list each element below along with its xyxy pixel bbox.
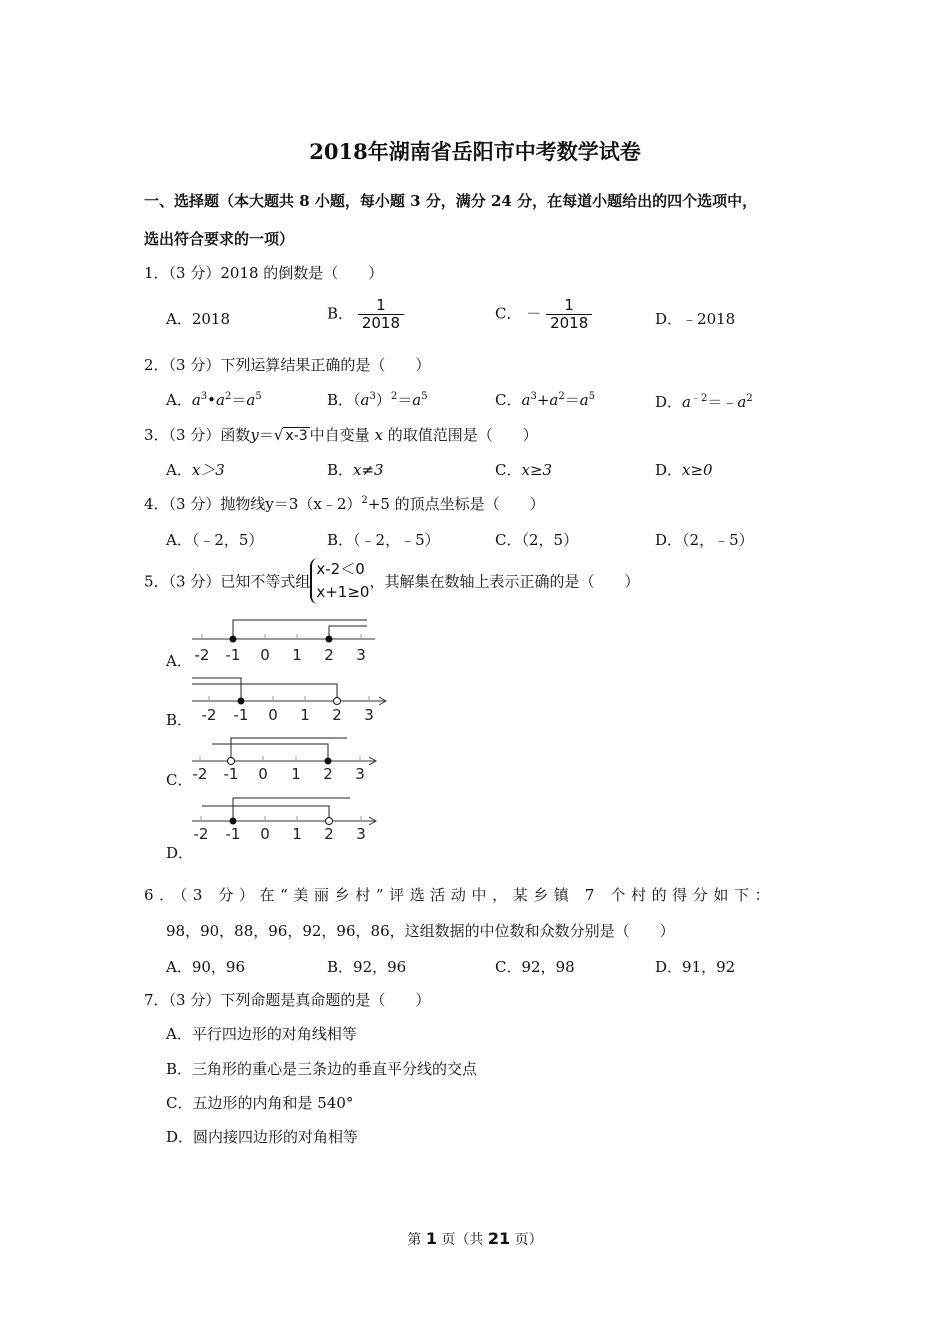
tick-label: 2 xyxy=(332,706,342,724)
q5-option-a-label: A． xyxy=(166,652,192,670)
q5-option-b-label: B． xyxy=(166,711,193,729)
tick-label: -2 xyxy=(201,706,217,724)
q3-option-c: C．x≥3 xyxy=(495,461,553,479)
q2-option-d: D．$a^{﹣2}=﹣a^2$ xyxy=(655,393,753,411)
page-footer: 第 1 页（共 21 页） xyxy=(407,1229,543,1248)
page-title: 2018年湖南省岳阳市中考数学试卷 xyxy=(309,139,641,164)
tick-label: 0 xyxy=(258,765,268,783)
tick-label: 1 xyxy=(292,646,302,664)
tick-label: 2 xyxy=(323,765,333,783)
q5-option-d-label: D． xyxy=(166,844,194,862)
number-line-d xyxy=(192,794,392,844)
q5-stem: 5．（3 分）已知不等式组 x-2＜0 x+1≥0 ，其解集在数轴上表示正确的是（ ） xyxy=(144,558,639,604)
fraction: $\frac{1}{2018}$ xyxy=(358,297,404,332)
q1-option-a: A．2018 xyxy=(166,310,231,328)
tick-label: 3 xyxy=(356,646,366,664)
q7-stem: 7．（3 分）下列命题是真命题的是（ ） xyxy=(144,991,431,1009)
q2-option-a: A．$a^3•a^2=a^5$ xyxy=(166,391,262,409)
sqrt-expression: √ x-3 xyxy=(273,426,308,444)
q3-option-b: B．x≠3 xyxy=(327,461,384,479)
tick-label: -2 xyxy=(194,646,210,664)
q1-option-b: B． $\frac{1}{2018}$ xyxy=(327,297,404,332)
q4-option-a: A．（﹣2，5） xyxy=(166,531,264,549)
q6-option-d: D．91，92 xyxy=(655,958,736,976)
q1-option-d: D．﹣2018 xyxy=(655,310,736,328)
q4-option-b: B．（﹣2，﹣5） xyxy=(327,531,440,549)
section-heading-line2: 选出符合要求的一项） xyxy=(144,230,295,248)
closed-point xyxy=(230,636,237,643)
q5-option-c-label: C． xyxy=(166,771,193,789)
tick-label: 3 xyxy=(364,706,374,724)
tick-label: 2 xyxy=(324,825,334,843)
page-number: 1 xyxy=(425,1229,437,1248)
q4-option-d: D．（2，﹣5） xyxy=(655,531,754,549)
q6-option-a: A．90，96 xyxy=(166,958,246,976)
tick-label: 0 xyxy=(260,825,270,843)
tick-label: -1 xyxy=(225,646,241,664)
q4-option-c: C．（2，5） xyxy=(495,531,579,549)
tick-label: 1 xyxy=(291,765,301,783)
fraction: $\frac{1}{2018}$ xyxy=(546,297,592,332)
q7-option-c: C．五边形的内角和是 540° xyxy=(166,1094,354,1112)
number-line-a xyxy=(192,616,392,666)
q7-option-a: A．平行四边形的对角线相等 xyxy=(166,1025,357,1043)
closed-point xyxy=(325,758,332,765)
tick-label: 2 xyxy=(324,646,334,664)
section-heading-line1: 一、选择题（本大题共 8 小题，每小题 3 分，满分 24 分，在每道小题给出的四个选项中， xyxy=(144,192,758,210)
q3-stem: 3．（3 分）函数y＝√ x-3 中自变量 x 的取值范围是（ ） xyxy=(144,426,538,444)
q4-stem: 4．（3 分）抛物线y＝3（x﹣2）$^2$+5 的顶点坐标是（ ） xyxy=(144,495,545,513)
tick-label: 3 xyxy=(356,825,366,843)
tick-label: -2 xyxy=(193,825,209,843)
tick-label: 1 xyxy=(300,706,310,724)
q6-data: 98，90，88，96，92，96，86，这组数据的中位数和众数分别是（ ） xyxy=(166,922,675,940)
closed-point xyxy=(326,636,333,643)
q2-stem: 2．（3 分）下列运算结果正确的是（ ） xyxy=(144,356,431,374)
tick-label: 0 xyxy=(268,706,278,724)
tick-label: -1 xyxy=(223,765,239,783)
q1-stem: 1．（3 分）2018 的倒数是（ ） xyxy=(144,264,384,282)
tick-label: -2 xyxy=(192,765,208,783)
q7-option-d: D．圆内接四边形的对角相等 xyxy=(166,1128,359,1146)
open-point xyxy=(228,758,235,765)
q2-option-b: B．$(a^3)^2=a^5$ xyxy=(327,391,428,409)
q2-option-c: C．$a^3+a^2=a^5$ xyxy=(495,391,596,409)
open-point xyxy=(334,698,341,705)
tick-label: 3 xyxy=(355,765,365,783)
tick-label: 1 xyxy=(292,825,302,843)
q6-option-c: C．92，98 xyxy=(495,958,575,976)
q7-option-b: B．三角形的重心是三条边的垂直平分线的交点 xyxy=(166,1060,478,1078)
q1-option-c: C． － $\frac{1}{2018}$ xyxy=(495,297,592,332)
q6-option-b: B．92，96 xyxy=(327,958,407,976)
page-total: 21 xyxy=(487,1229,511,1248)
tick-label: 0 xyxy=(260,646,270,664)
closed-point xyxy=(230,818,237,825)
closed-point xyxy=(238,698,245,705)
open-point xyxy=(326,818,333,825)
number-line-c xyxy=(192,734,392,784)
tick-label: -1 xyxy=(225,825,241,843)
q6-stem: 6．（3 分）在“美丽乡村”评选活动中，某乡镇 7 个村的得分如下： xyxy=(144,886,776,904)
q3-option-a: A．x＞3 xyxy=(166,461,225,479)
number-line-b xyxy=(192,674,392,724)
tick-label: -1 xyxy=(233,706,249,724)
q3-option-d: D．x≥0 xyxy=(655,461,713,479)
inequality-system: x-2＜0 x+1≥0 xyxy=(310,558,369,604)
